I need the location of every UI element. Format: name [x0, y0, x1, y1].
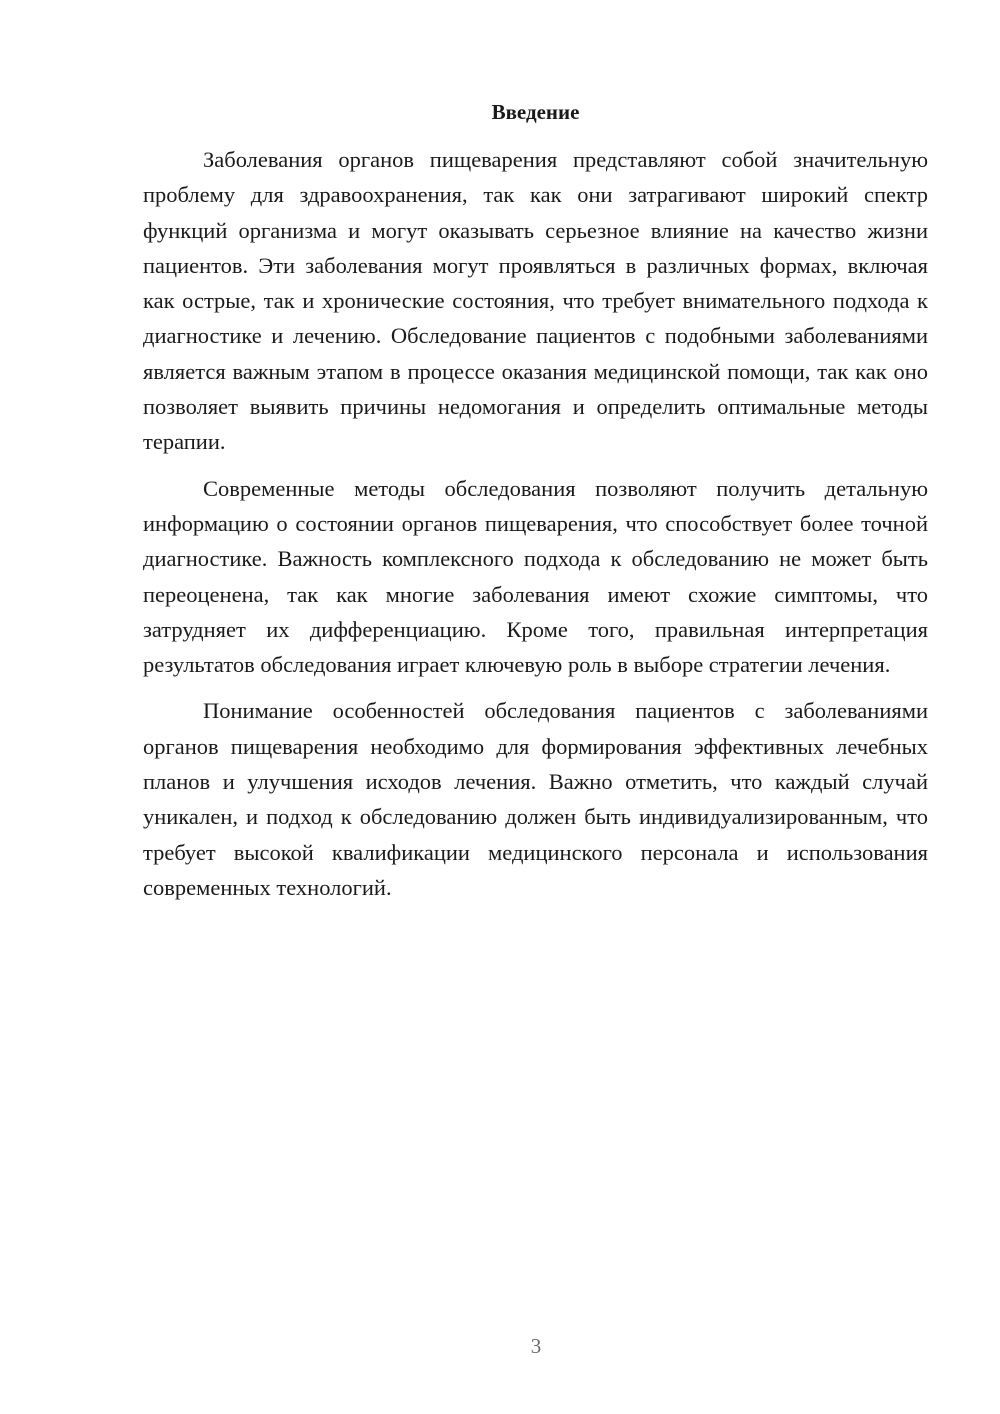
paragraph-3: Понимание особенностей обследования пациентов с заболеваниями органов пищеварения необходимо для формирования эффективных лечебных планов и улучшения исходов лечения. Важно отметить, что каждый случай уникален, и подход к обследованию должен быть индивидуализированным, что требует высокой квалификации медицинского персонала и использования современных технологий.: [143, 698, 928, 900]
section-heading: Введение: [491, 100, 580, 124]
page-number: 3: [530, 1334, 542, 1358]
body-text: [143, 142, 928, 905]
paragraph-1: Заболевания органов пищеварения представляют собой значительную проблему для здравоохранения, так как они затрагивают широкий спектр функций организма и могут оказывать серьезное влияние на качество жизни пациентов. Эти заболевания могут проявляться в различных формах, включая как острые, так и хронические состояния, что требует внимательного подхода к диагностике и лечению. Обследование пациентов с подобными заболеваниями является важным этапом в процессе оказания медицинской помощи, так как оно позволяет выявить причины недомогания и определить оптимальные методы терапии.: [143, 147, 928, 455]
paragraph-2: Современные методы обследования позволяют получить детальную информацию о состоянии органов пищеварения, что способствует более точной диагностике. Важность комплексного подхода к обследованию не может быть переоценена, так как многие заболевания имеют схожие симптомы, что затрудняет их дифференциацию. Кроме того, правильная интерпретация результатов обследования играет ключевую роль в выборе стратегии лечения.: [143, 475, 928, 678]
